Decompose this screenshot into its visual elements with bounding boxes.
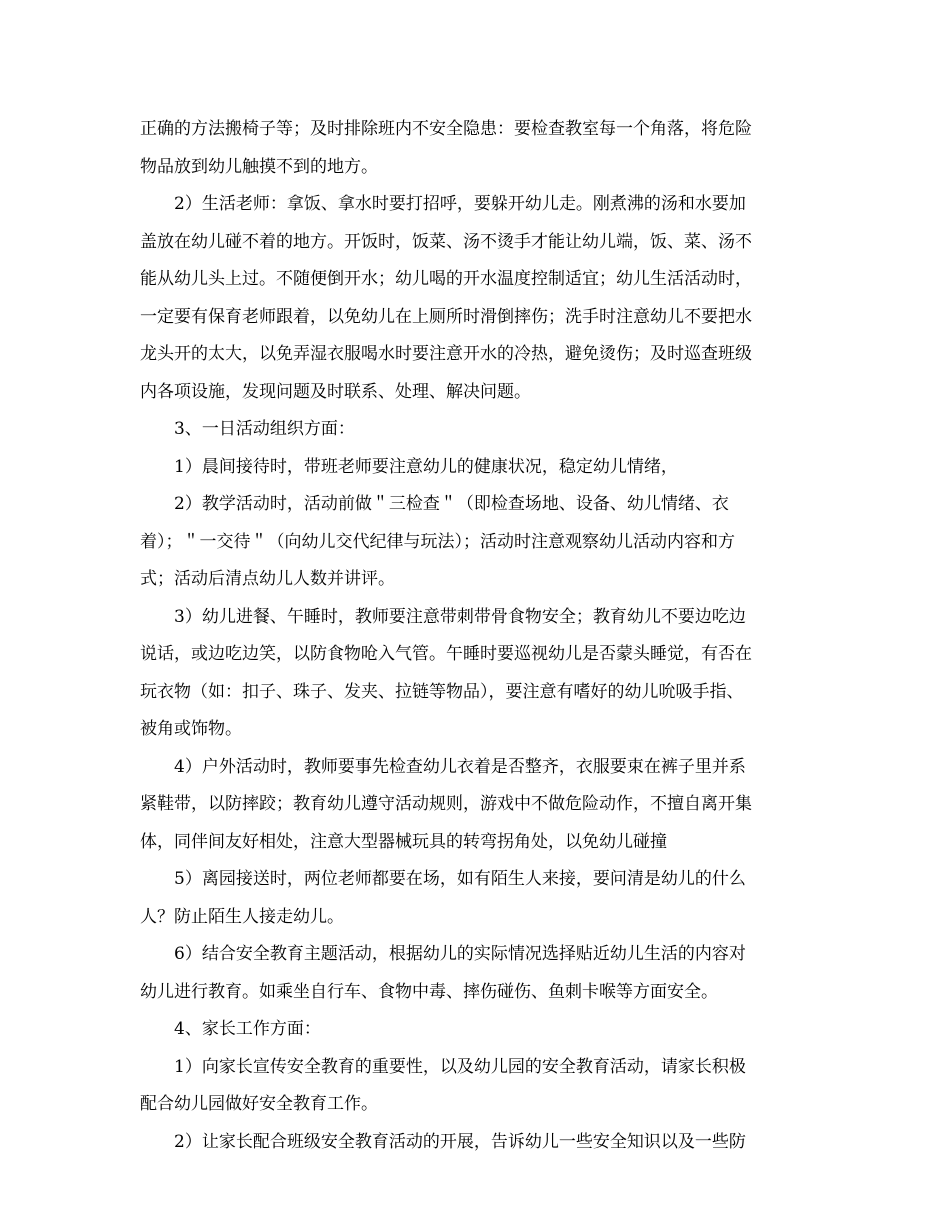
text-line: 正确的方法搬椅子等；及时排除班内不安全隐患：要检查教室每一个角落，将危险 xyxy=(140,119,752,139)
paragraph-parent-cooperation xyxy=(140,1124,812,1162)
text-line: 配合幼儿园做好安全教育工作。 xyxy=(140,1094,378,1114)
text-line: 2）教学活动时，活动前做＂三检查＂（即检查场地、设备、幼儿情绪、衣 xyxy=(174,494,729,514)
text-line: 紧鞋带，以防摔跤；教育幼儿遵守活动规则，游戏中不做危险动作，不擅自离开集 xyxy=(140,794,752,814)
document-page xyxy=(140,111,812,1161)
section-heading-daily-activities xyxy=(140,411,812,449)
text-line: 体，同伴间友好相处，注意大型器械玩具的转弯拐角处，以免幼儿碰撞 xyxy=(140,831,667,852)
paragraph-parent-promotion xyxy=(140,1049,812,1124)
section-heading-parent-work xyxy=(140,1011,812,1049)
text-line: 2）生活老师：拿饭、拿水时要打招呼，要躲开幼儿走。刚煮沸的汤和水要加 xyxy=(174,194,746,214)
paragraph-pickup xyxy=(140,861,812,936)
text-line: 5）离园接送时，两位老师都要在场，如有陌生人来接，要问清是幼儿的什么 xyxy=(174,869,746,889)
text-line: 着）；＂一交待＂（向幼儿交代纪律与玩法）；活动时注意观察幼儿活动内容和方 xyxy=(140,531,735,552)
paragraph-meals-and-naps xyxy=(140,599,812,749)
text-line: 玩衣物（如：扣子、珠子、发夹、拉链等物品），要注意有嗜好的幼儿吮吸手指、 xyxy=(140,681,744,702)
paragraph-outdoor-activities xyxy=(140,749,812,862)
text-line: 4）户外活动时，教师要事先检查幼儿衣着是否整齐，衣服要束在裤子里并系 xyxy=(174,756,746,777)
text-line: 3、一日活动组织方面： xyxy=(174,419,355,439)
text-line: 一定要有保育老师跟着，以免幼儿在上厕所时滑倒摔伤；洗手时注意幼儿不要把水 xyxy=(140,306,752,327)
text-line: 6）结合安全教育主题活动，根据幼儿的实际情况选择贴近幼儿生活的内容对 xyxy=(174,944,746,964)
text-line: 3）幼儿进餐、午睡时，教师要注意带刺带骨食物安全；教育幼儿不要边吃边 xyxy=(174,606,746,627)
text-line: 2）让家长配合班级安全教育活动的开展，告诉幼儿一些安全知识以及一些防 xyxy=(174,1131,746,1152)
text-line: 式；活动后清点幼儿人数并讲评。 xyxy=(140,569,395,589)
text-line: 被角或饰物。 xyxy=(140,719,242,739)
text-line: 龙头开的太大，以免弄湿衣服喝水时要注意开水的冷热，避免烫伤；及时巡查班级 xyxy=(140,344,752,364)
text-line: 1）晨间接待时，带班老师要注意幼儿的健康状况，稳定幼儿情绪， xyxy=(174,456,678,477)
text-line: 能从幼儿头上过。不随便倒开水；幼儿喝的开水温度控制适宜；幼儿生活活动时， xyxy=(140,269,752,289)
paragraph-life-teacher xyxy=(140,186,812,411)
text-line: 人？防止陌生人接走幼儿。 xyxy=(140,906,344,927)
text-line: 物品放到幼儿触摸不到的地方。 xyxy=(140,156,378,177)
paragraph-morning-reception xyxy=(140,449,812,487)
text-line: 盖放在幼儿碰不着的地方。开饭时，饭菜、汤不烫手才能让幼儿端，饭、菜、汤不 xyxy=(140,231,752,252)
text-line: 幼儿进行教育。如乘坐自行车、食物中毒、摔伤碰伤、鱼刺卡喉等方面安全。 xyxy=(140,981,718,1002)
text-line: 说话，或边吃边笑，以防食物呛入气管。午睡时要巡视幼儿是否蒙头睡觉，有否在 xyxy=(140,644,752,664)
text-line: 1）向家长宣传安全教育的重要性，以及幼儿园的安全教育活动，请家长积极 xyxy=(174,1056,746,1077)
paragraph-continued-safety-hazards xyxy=(140,111,812,186)
paragraph-teaching-activities xyxy=(140,486,812,599)
text-line: 内各项设施，发现问题及时联系、处理、解决问题。 xyxy=(140,381,531,402)
text-line: 4、家长工作方面： xyxy=(174,1019,321,1039)
paragraph-safety-education-theme xyxy=(140,936,812,1011)
